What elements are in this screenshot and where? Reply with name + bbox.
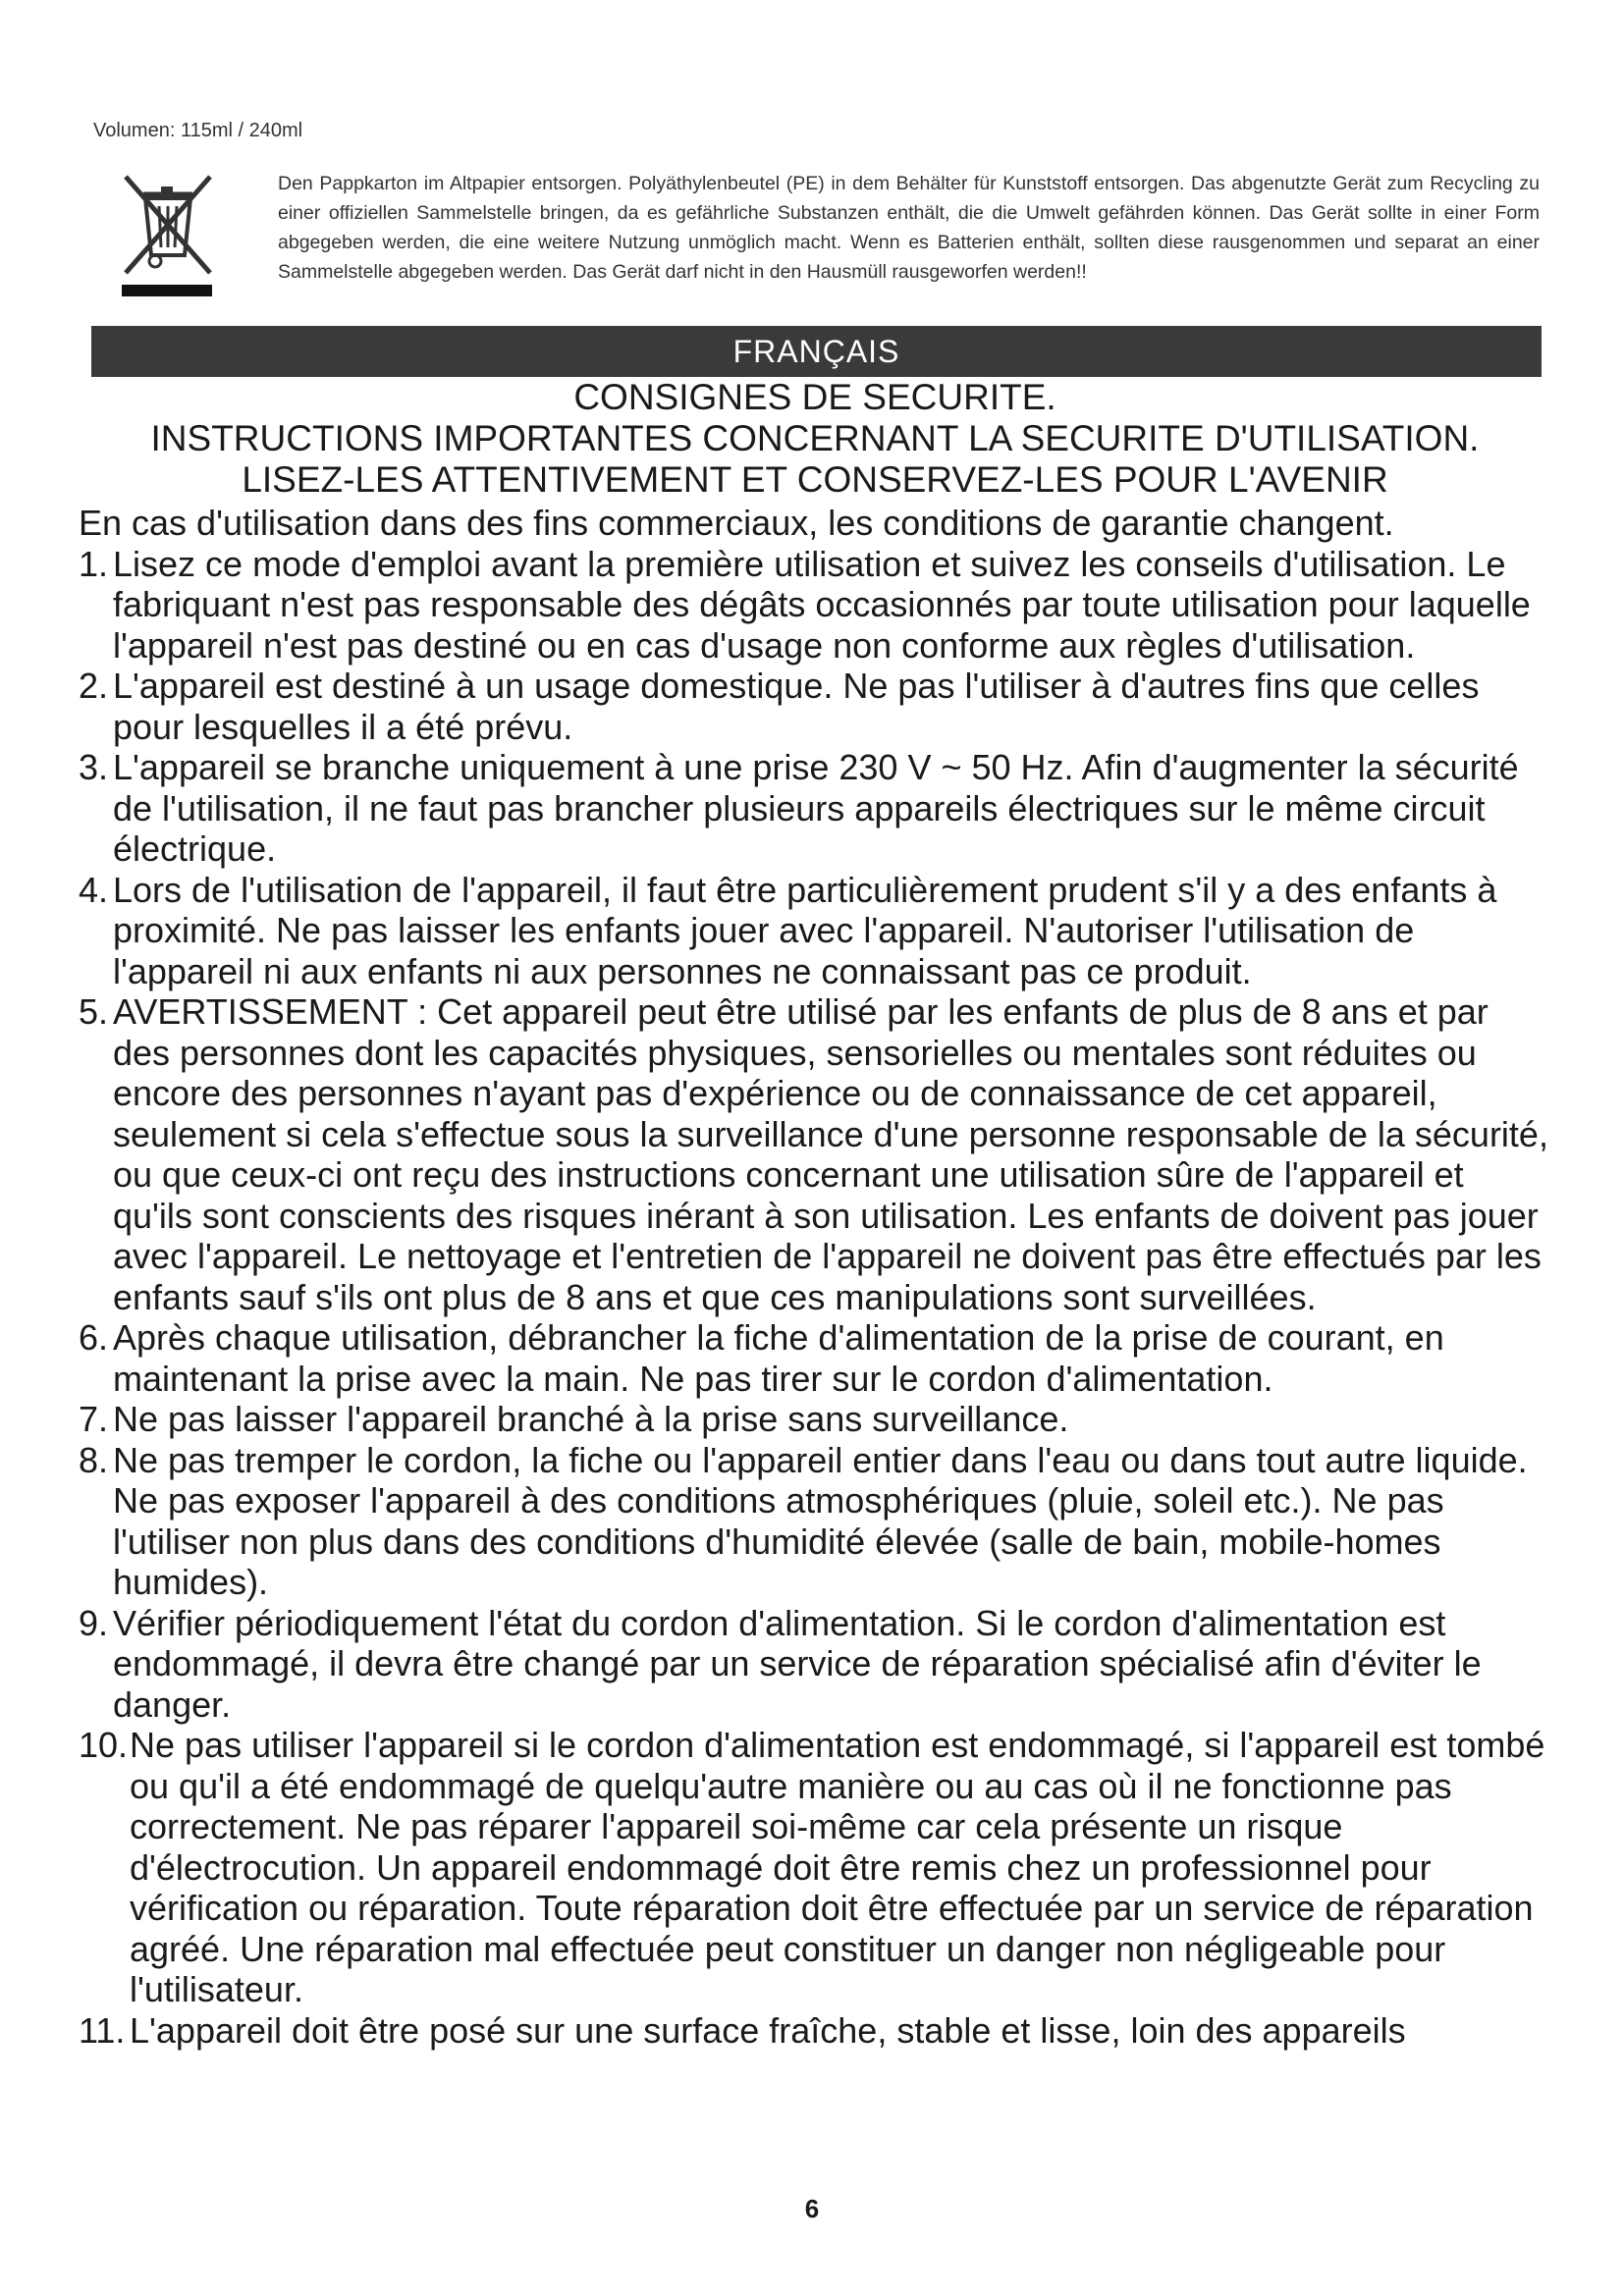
list-item	[79, 747, 1551, 870]
item-text: Ne pas laisser l'appareil branché à la prise sans surveillance.	[113, 1399, 1069, 1439]
list-item	[79, 544, 1551, 667]
item-text: L'appareil doit être posé sur une surface fraîche, stable et lisse, loin des appareils	[130, 2009, 1406, 2051]
item-text: L'appareil se branche uniquement à une prise 230 V ~ 50 Hz. Afin d'augmenter la sécurité de l'utilisation, il ne faut pas brancher plusieurs appareils électriques sur le même circuit électrique.	[113, 747, 1519, 869]
item-number: 5.	[79, 991, 109, 1032]
item-text: Ne pas tremper le cordon, la fiche ou l'appareil entier dans l'eau ou dans tout autre liquide. Ne pas exposer l'appareil à des conditions atmosphériques (pluie, soleil etc.). Ne pas l'utiliser non plus dans des conditions d'humidité élevée (salle de bain, mobile-homes humides).	[113, 1439, 1528, 1602]
list-item	[79, 666, 1551, 747]
item-number: 1.	[79, 543, 109, 584]
section-subtitle: INSTRUCTIONS IMPORTANTES CONCERNANT LA SECURITE D'UTILISATION.	[150, 418, 1480, 458]
item-text: Lisez ce mode d'emploi avant la première utilisation et suivez les conseils d'utilisation. Le fabriquant n'est pas responsable des dégâts occasionnés par toute utilisation pour laquelle l'appareil n'est pas destiné ou en cas d'usage non conforme aux règles d'utilisation.	[113, 543, 1531, 666]
page-number: 6	[804, 2194, 820, 2223]
item-number: 3.	[79, 747, 109, 787]
item-text: Lors de l'utilisation de l'appareil, il faut être particulièrement prudent s'il y a des enfants à proximité. Ne pas laisser les enfants jouer avec l'appareil. N'autoriser l'utilisation de l'appareil ni aux enfants ni aux personnes ne connaissant pas ce produit.	[113, 869, 1497, 991]
safety-content	[79, 503, 1551, 2051]
item-number: 2.	[79, 666, 109, 706]
list-item	[79, 1399, 1551, 1440]
item-number: 4.	[79, 869, 109, 910]
section-title: CONSIGNES DE SECURITE.	[573, 377, 1056, 417]
item-number: 10.	[79, 1725, 129, 1765]
crossed-out-wheelie-bin-icon	[116, 169, 218, 298]
item-number: 6.	[79, 1317, 109, 1358]
safety-headings	[79, 377, 1551, 501]
section-subtitle-2: LISEZ-LES ATTENTIVEMENT ET CONSERVEZ-LES POUR L'AVENIR	[242, 459, 1388, 500]
item-text: AVERTISSEMENT : Cet appareil peut être utilisé par les enfants de plus de 8 ans et par des personnes dont les capacités physiques, sensorielles ou mentales sont réduites ou encore des personnes n'ayant pas d'expérience ou de connaissance de cet appareil, seulement si cela s'effectue sous la surveillance d'une personne responsable de la sécurité, ou que ceux-ci ont reçu des instructions concernant une utilisation sûre de l'appareil et qu'ils sont conscients des risques inérant à son utilisation. Les enfants de doivent pas jouer avec l'appareil. Le nettoyage et l'entretien de l'appareil ne doivent pas être effectués par les enfants sauf s'ils ont plus de 8 ans et que ces manipulations sont surveillées.	[113, 991, 1548, 1317]
list-item	[79, 1317, 1551, 1399]
intro-paragraph: En cas d'utilisation dans des fins commerciaux, les conditions de garantie changent.	[79, 503, 1394, 543]
item-number: 7.	[79, 1399, 109, 1439]
list-item	[79, 1440, 1551, 1603]
list-item	[79, 870, 1551, 992]
list-item	[79, 2010, 1551, 2052]
item-number: 11.	[79, 2009, 126, 2051]
safety-instructions-list	[79, 544, 1551, 2052]
item-number: 9.	[79, 1602, 109, 1643]
item-text: Vérifier périodiquement l'état du cordon d'alimentation. Si le cordon d'alimentation est endommagé, il devra être changé par un service de réparation spécialisé afin d'éviter le danger.	[113, 1602, 1482, 1725]
item-number: 8.	[79, 1439, 109, 1480]
volume-label: Volumen: 115ml / 240ml	[93, 120, 303, 141]
list-item	[79, 1725, 1551, 2010]
list-item	[79, 991, 1551, 1317]
item-text: L'appareil est destiné à un usage domestique. Ne pas l'utiliser à d'autres fins que celles pour lesquelles il a été prévu.	[113, 666, 1480, 747]
list-item	[79, 1603, 1551, 1726]
language-section-bar: FRANÇAIS	[91, 326, 1542, 377]
disposal-instructions: Den Pappkarton im Altpapier entsorgen. Polyäthylenbeutel (PE) in dem Behälter für Kunststoff entsorgen. Das abgenutzte Gerät zum Recycling zu einer offiziellen Sammelstelle bringen, da es gefährliche Substanzen enthält, die die Umwelt gefährden können. Das Gerät sollte in einer Form abgegeben werden, die eine weitere Nutzung unmöglich macht. Wenn es Batterien enthält, sollten diese rausgenommen und separat an einer Sammelstelle abgegeben werden. Das Gerät darf nicht in den Hausmüll rausgeworfen werden!!	[278, 173, 1540, 283]
item-text: Après chaque utilisation, débrancher la fiche d'alimentation de la prise de courant, en maintenant la prise avec la main. Ne pas tirer sur le cordon d'alimentation.	[113, 1317, 1444, 1399]
item-text: Ne pas utiliser l'appareil si le cordon d'alimentation est endommagé, si l'appareil est tombé ou qu'il a été endommagé de quelqu'autre manière ou au cas où il ne fonctionne pas correctement. Ne pas réparer l'appareil soi-même car cela présente un risque d'électrocution. Un appareil endommagé doit être remis chez un professionnel pour vérification ou réparation. Toute réparation doit être effectuée par un service de réparation agréé. Une réparation mal effectuée peut constituer un danger non négligeable pour l'utilisateur.	[130, 1725, 1545, 2009]
